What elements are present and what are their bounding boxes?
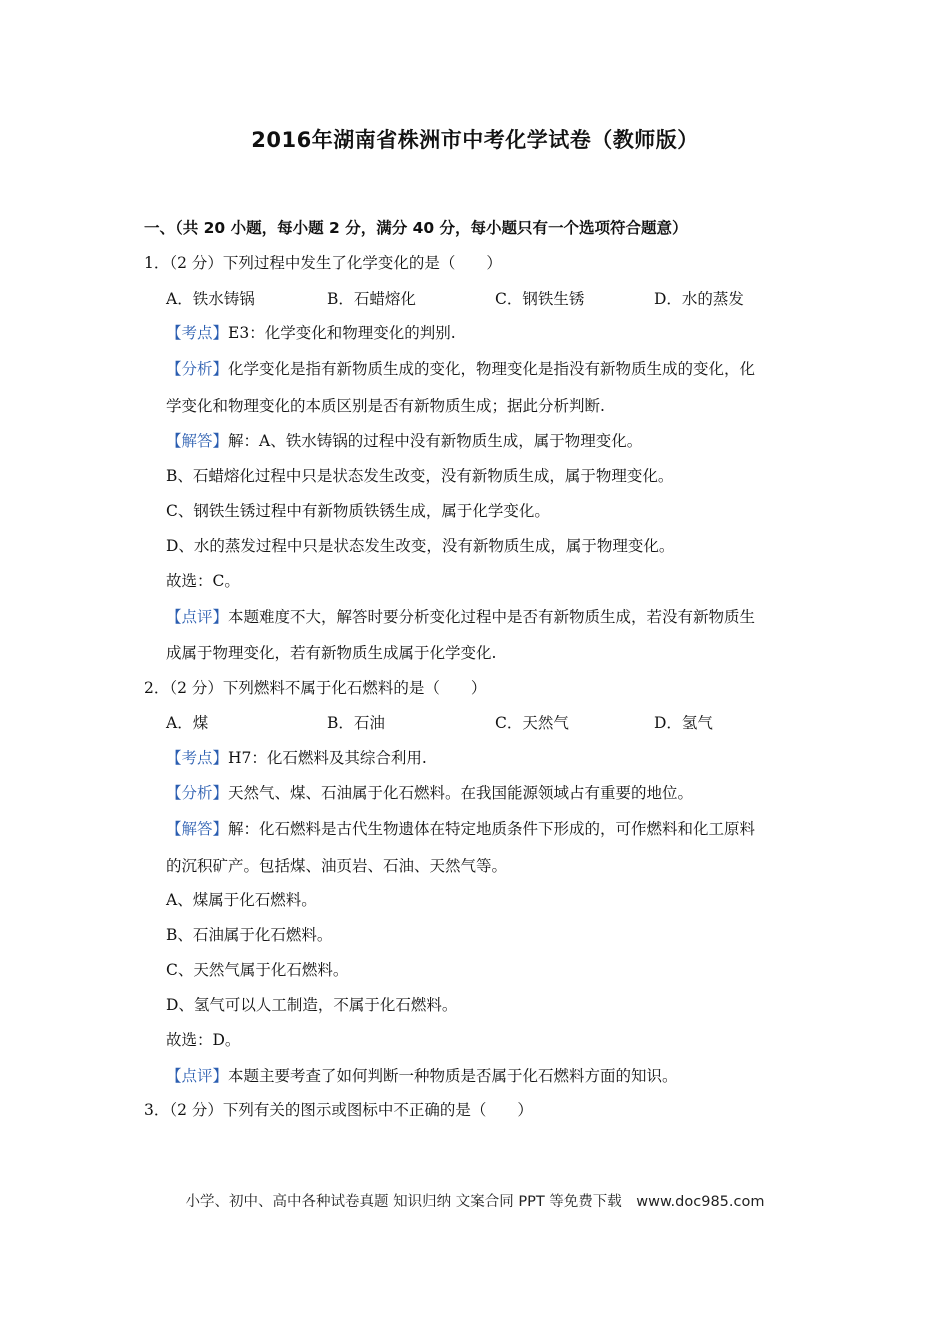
q1-fenxi <box>166 358 755 380</box>
q1-fenxi-cont: 学变化和物理变化的本质区别是否有新物质生成；据此分析判断. <box>166 397 605 415</box>
page-footer: 小学、初中、高中各种试卷真题 知识归纳 文案合同 PPT 等免费下载 www.doc985.com <box>185 1194 765 1210</box>
q2-answer: 故选：D。 <box>166 1031 241 1049</box>
q2-dianping <box>166 1065 678 1087</box>
question-3-stem: 3．（2 分）下列有关的图示或图标中不正确的是（ ） <box>144 1101 533 1119</box>
q2-jieda <box>166 818 755 840</box>
tag-label: 【点评】 <box>166 608 229 626</box>
tag-label: 【解答】 <box>166 432 229 450</box>
q2-jieda-d: D、氢气可以人工制造，不属于化石燃料。 <box>166 996 458 1014</box>
option-d: D．水的蒸发 <box>654 290 744 308</box>
option-c: C．钢铁生锈 <box>495 290 585 308</box>
q1-answer: 故选：C。 <box>166 572 240 590</box>
line-text: 解：A、铁水铸锅的过程中没有新物质生成，属于物理变化。 <box>228 432 643 450</box>
tag-label: 【分析】 <box>166 360 229 378</box>
line-text: 化学变化是指有新物质生成的变化，物理变化是指没有新物质生成的变化，化 <box>228 360 756 378</box>
page-title: 2016年湖南省株洲市中考化学试卷（教师版） <box>251 128 699 152</box>
question-1-stem: 1．（2 分）下列过程中发生了化学变化的是（ ） <box>144 254 502 272</box>
q2-jieda-c: C、天然气属于化石燃料。 <box>166 961 349 979</box>
option-b: B．石蜡熔化 <box>327 290 416 308</box>
q1-jieda-b: B、石蜡熔化过程中只是状态发生改变，没有新物质生成，属于物理变化。 <box>166 467 674 485</box>
tag-label: 【点评】 <box>166 1067 229 1085</box>
q1-jieda-d: D、水的蒸发过程中只是状态发生改变，没有新物质生成，属于物理变化。 <box>166 537 675 555</box>
tag-label: 【考点】 <box>166 749 229 767</box>
option-a: A．煤 <box>166 714 209 732</box>
tag-label: 【解答】 <box>166 820 229 838</box>
line-text: 本题难度不大，解答时要分析变化过程中是否有新物质生成，若没有新物质生 <box>228 608 756 626</box>
q1-dianping <box>166 606 755 628</box>
q1-kaodian <box>166 322 456 344</box>
q2-jieda-cont: 的沉积矿产。包括煤、油页岩、石油、天然气等。 <box>166 857 508 875</box>
q2-jieda-a: A、煤属于化石燃料。 <box>166 891 317 909</box>
section-heading: 一、（共 20 小题，每小题 2 分，满分 40 分，每小题只有一个选项符合题意） <box>144 219 688 237</box>
option-a: A．铁水铸锅 <box>166 290 255 308</box>
question-2-stem: 2．（2 分）下列燃料不属于化石燃料的是（ ） <box>144 679 487 697</box>
line-text: 天然气、煤、石油属于化石燃料。在我国能源领域占有重要的地位。 <box>228 784 694 802</box>
line-text: E3：化学变化和物理变化的判别. <box>228 324 456 342</box>
option-b: B．石油 <box>327 714 385 732</box>
option-d: D．氢气 <box>654 714 713 732</box>
q2-kaodian <box>166 747 427 769</box>
tag-label: 【分析】 <box>166 784 229 802</box>
q1-jieda-c: C、钢铁生锈过程中有新物质铁锈生成，属于化学变化。 <box>166 502 550 520</box>
q1-jieda <box>166 430 642 452</box>
option-c: C．天然气 <box>495 714 569 732</box>
line-text: H7：化石燃料及其综合利用. <box>228 749 427 767</box>
q1-dianping-cont: 成属于物理变化，若有新物质生成属于化学变化. <box>166 644 497 662</box>
line-text: 本题主要考查了如何判断一种物质是否属于化石燃料方面的知识。 <box>228 1067 678 1085</box>
q2-jieda-b: B、石油属于化石燃料。 <box>166 926 333 944</box>
tag-label: 【考点】 <box>166 324 229 342</box>
line-text: 解：化石燃料是古代生物遗体在特定地质条件下形成的，可作燃料和化工原料 <box>228 820 756 838</box>
q2-fenxi <box>166 782 693 804</box>
